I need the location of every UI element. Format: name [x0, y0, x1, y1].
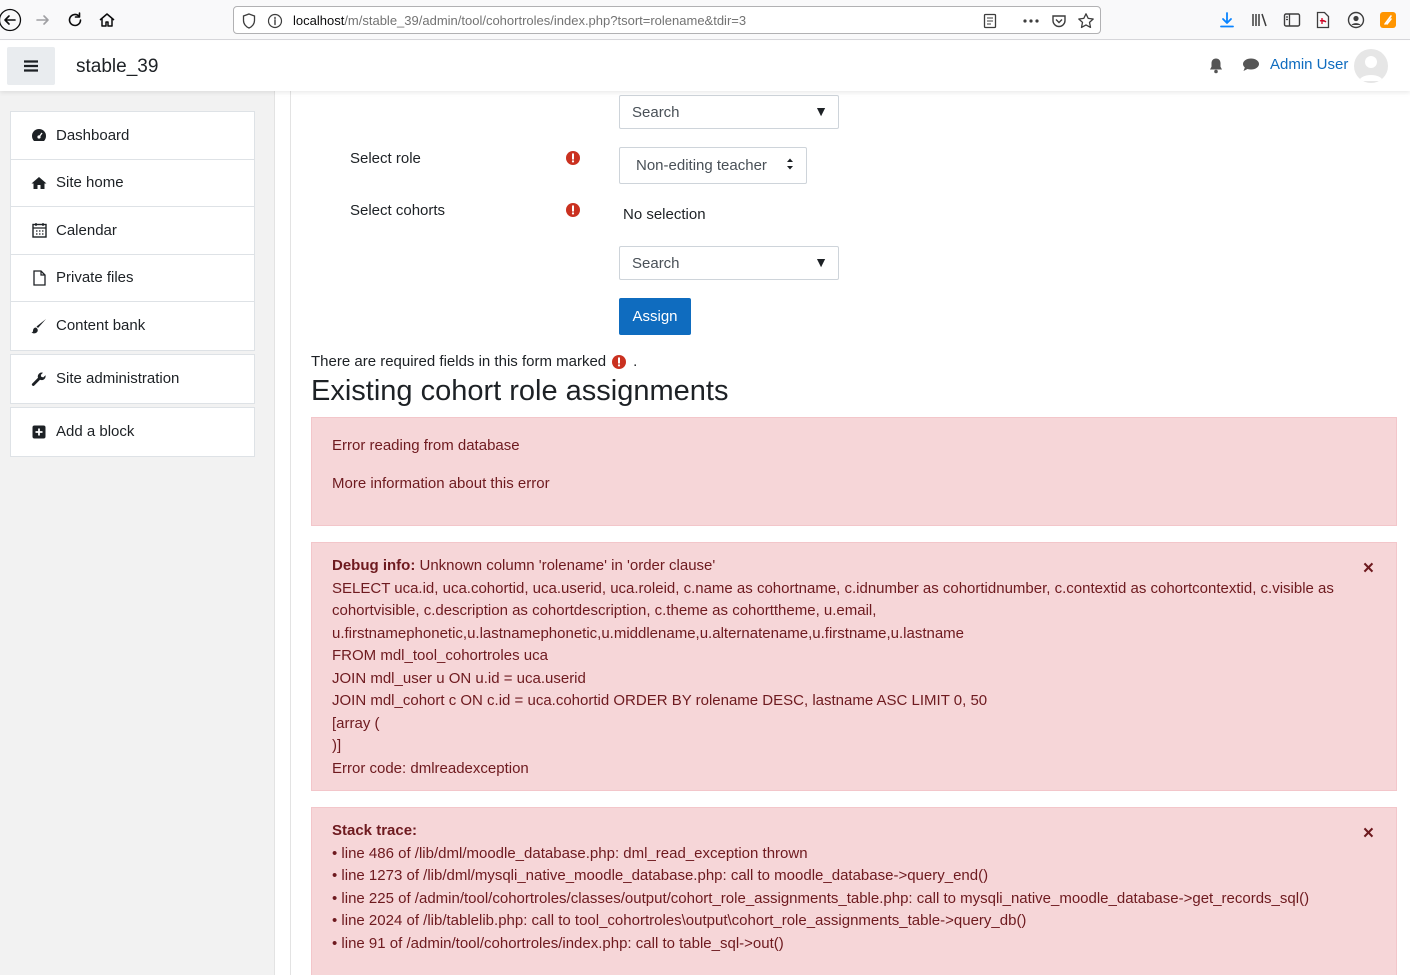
forward-icon[interactable]	[29, 6, 57, 34]
home-icon	[31, 175, 47, 191]
nav-item-content-bank[interactable]	[11, 302, 254, 350]
required-icon	[566, 151, 580, 165]
wrench-icon	[31, 371, 47, 387]
select-cohorts-label: Select cohorts	[350, 202, 446, 219]
debug-message: Unknown column 'rolename' in 'order clause'	[419, 557, 716, 574]
plus-square-icon	[31, 424, 47, 440]
debug-line: cohortvisible, c.description as cohortdescription, c.theme as cohorttheme, u.email,	[332, 602, 877, 619]
nav-item-dashboard[interactable]	[11, 112, 254, 160]
role-select-value: Non-editing teacher	[636, 157, 767, 174]
required-icon	[566, 203, 580, 217]
block-nav-group	[10, 407, 255, 457]
url-path: /m/stable_39/admin/tool/cohortroles/index.php?tsort=rolename&tdir=3	[344, 13, 747, 28]
download-icon[interactable]	[1217, 10, 1237, 30]
debug-label: Debug info:	[332, 557, 416, 574]
url-bar[interactable]	[233, 6, 1101, 34]
bell-icon[interactable]	[1208, 57, 1224, 74]
close-icon[interactable]: ×	[1362, 823, 1374, 844]
reload-icon[interactable]	[61, 6, 89, 34]
nav-item-label: Calendar	[56, 221, 117, 239]
required-note-text: There are required fields in this form marked	[311, 353, 607, 370]
nav-item-calendar[interactable]	[11, 207, 254, 255]
nav-item-private-files[interactable]	[11, 255, 254, 303]
sidebar-icon[interactable]	[1282, 10, 1302, 30]
stack-trace-item: • line 91 of /admin/tool/cohortroles/index.php: call to table_sql->out()	[332, 934, 784, 952]
debug-line: JOIN mdl_cohort c ON c.id = uca.cohortid ORDER BY rolename DESC, lastname ASC LIMIT 0, 50	[332, 692, 988, 709]
dashboard-icon	[31, 127, 47, 143]
chat-icon[interactable]	[1242, 57, 1260, 73]
nav-item-label: Site administration	[56, 370, 180, 388]
stack-trace-item: • line 486 of /lib/dml/moodle_database.php: dml_read_exception thrown	[332, 844, 808, 862]
debug-line: FROM mdl_tool_cohortroles uca	[332, 647, 548, 664]
brush-icon	[31, 318, 47, 334]
user-search-select[interactable]	[619, 95, 839, 129]
debug-error-code: Error code: dmlreadexception	[332, 759, 529, 777]
error-title: Error reading from database	[332, 437, 520, 454]
library-icon[interactable]	[1250, 10, 1270, 30]
pocket-icon[interactable]	[1050, 12, 1068, 30]
required-icon	[612, 355, 626, 369]
hamburger-icon	[24, 60, 38, 72]
stack-trace-item: • line 225 of /admin/tool/cohortroles/classes/output/cohort_role_assignments_table.php: call to mysqli_native_moodle_database->get_records_sql()	[332, 889, 1310, 907]
debug-header	[332, 557, 715, 574]
user-menu-name[interactable]: Admin User	[1270, 56, 1349, 73]
debug-alert	[311, 542, 1397, 791]
assign-button[interactable]: Assign	[619, 298, 691, 335]
dropdown-arrow-icon: ▼	[814, 103, 828, 119]
more-icon[interactable]	[1022, 12, 1040, 30]
reader-icon[interactable]	[981, 12, 999, 30]
nav-item-site-home[interactable]	[11, 160, 254, 208]
cohort-search-select[interactable]	[619, 246, 839, 280]
debug-line: [array (	[332, 714, 380, 732]
required-fields-note	[311, 353, 637, 370]
star-icon[interactable]	[1077, 12, 1095, 30]
stack-trace-label	[332, 822, 417, 839]
no-selection-text: No selection	[623, 206, 706, 223]
debug-line: JOIN mdl_user u ON u.id = uca.userid	[332, 669, 586, 687]
select-updown-icon	[786, 157, 794, 171]
section-heading: Existing cohort role assignments	[311, 375, 729, 407]
pdf-icon[interactable]	[1313, 10, 1333, 30]
stack-trace-alert	[311, 807, 1397, 975]
top-navbar	[0, 41, 1410, 91]
close-icon[interactable]: ×	[1362, 558, 1374, 579]
nav-item-label: Dashboard	[56, 126, 130, 144]
role-select[interactable]	[619, 147, 807, 184]
debug-line: u.firstnamephonetic,u.lastnamephonetic,u.middlename,u.alternatename,u.firstname,u.lastname	[332, 624, 965, 642]
search-placeholder: Search	[632, 255, 680, 272]
info-icon[interactable]	[266, 12, 284, 30]
admin-nav-group	[10, 354, 255, 404]
search-placeholder: Search	[632, 104, 680, 121]
more-info-link[interactable]: More information about this error	[332, 475, 550, 492]
select-role-label: Select role	[350, 150, 421, 167]
nav-item-add-a-block[interactable]	[11, 408, 254, 456]
file-icon	[31, 270, 47, 286]
browser-toolbar	[0, 0, 1410, 40]
nav-item-label: Site home	[56, 174, 124, 192]
home-icon[interactable]	[93, 6, 121, 34]
back-icon[interactable]	[0, 6, 24, 34]
url-host: localhost	[293, 13, 345, 28]
nav-item-site-administration[interactable]	[11, 355, 254, 403]
nav-item-label: Add a block	[56, 423, 135, 441]
avatar[interactable]	[1354, 49, 1388, 83]
url-text[interactable]	[293, 13, 746, 28]
site-name[interactable]: stable_39	[76, 56, 159, 77]
debug-line: )]	[332, 737, 342, 754]
account-icon[interactable]	[1346, 10, 1366, 30]
stack-label-text: Stack trace:	[332, 822, 418, 839]
main-nav-group	[10, 111, 255, 351]
stack-trace-item: • line 1273 of /lib/dml/mysqli_native_moodle_database.php: call to moodle_database->query_end()	[332, 867, 989, 884]
required-note-period: .	[633, 353, 638, 370]
stack-trace-item: • line 2024 of /lib/tablelib.php: call to tool_cohortroles\output\cohort_role_assignments_table->query_db()	[332, 912, 1027, 929]
nav-item-label: Content bank	[56, 317, 146, 335]
debug-line: SELECT uca.id, uca.cohortid, uca.userid, uca.roleid, c.name as cohortname, c.idnumber as cohortidnumber, c.contextid as cohortcontextid, c.visible as	[332, 579, 1334, 597]
left-drawer	[0, 91, 275, 975]
dropdown-arrow-icon: ▼	[814, 254, 828, 270]
extension-icon[interactable]	[1378, 10, 1398, 30]
error-alert	[311, 417, 1397, 526]
nav-item-label: Private files	[56, 269, 134, 287]
drawer-toggle-button[interactable]	[7, 47, 55, 85]
shield-icon[interactable]	[240, 12, 258, 30]
calendar-icon	[31, 222, 47, 238]
